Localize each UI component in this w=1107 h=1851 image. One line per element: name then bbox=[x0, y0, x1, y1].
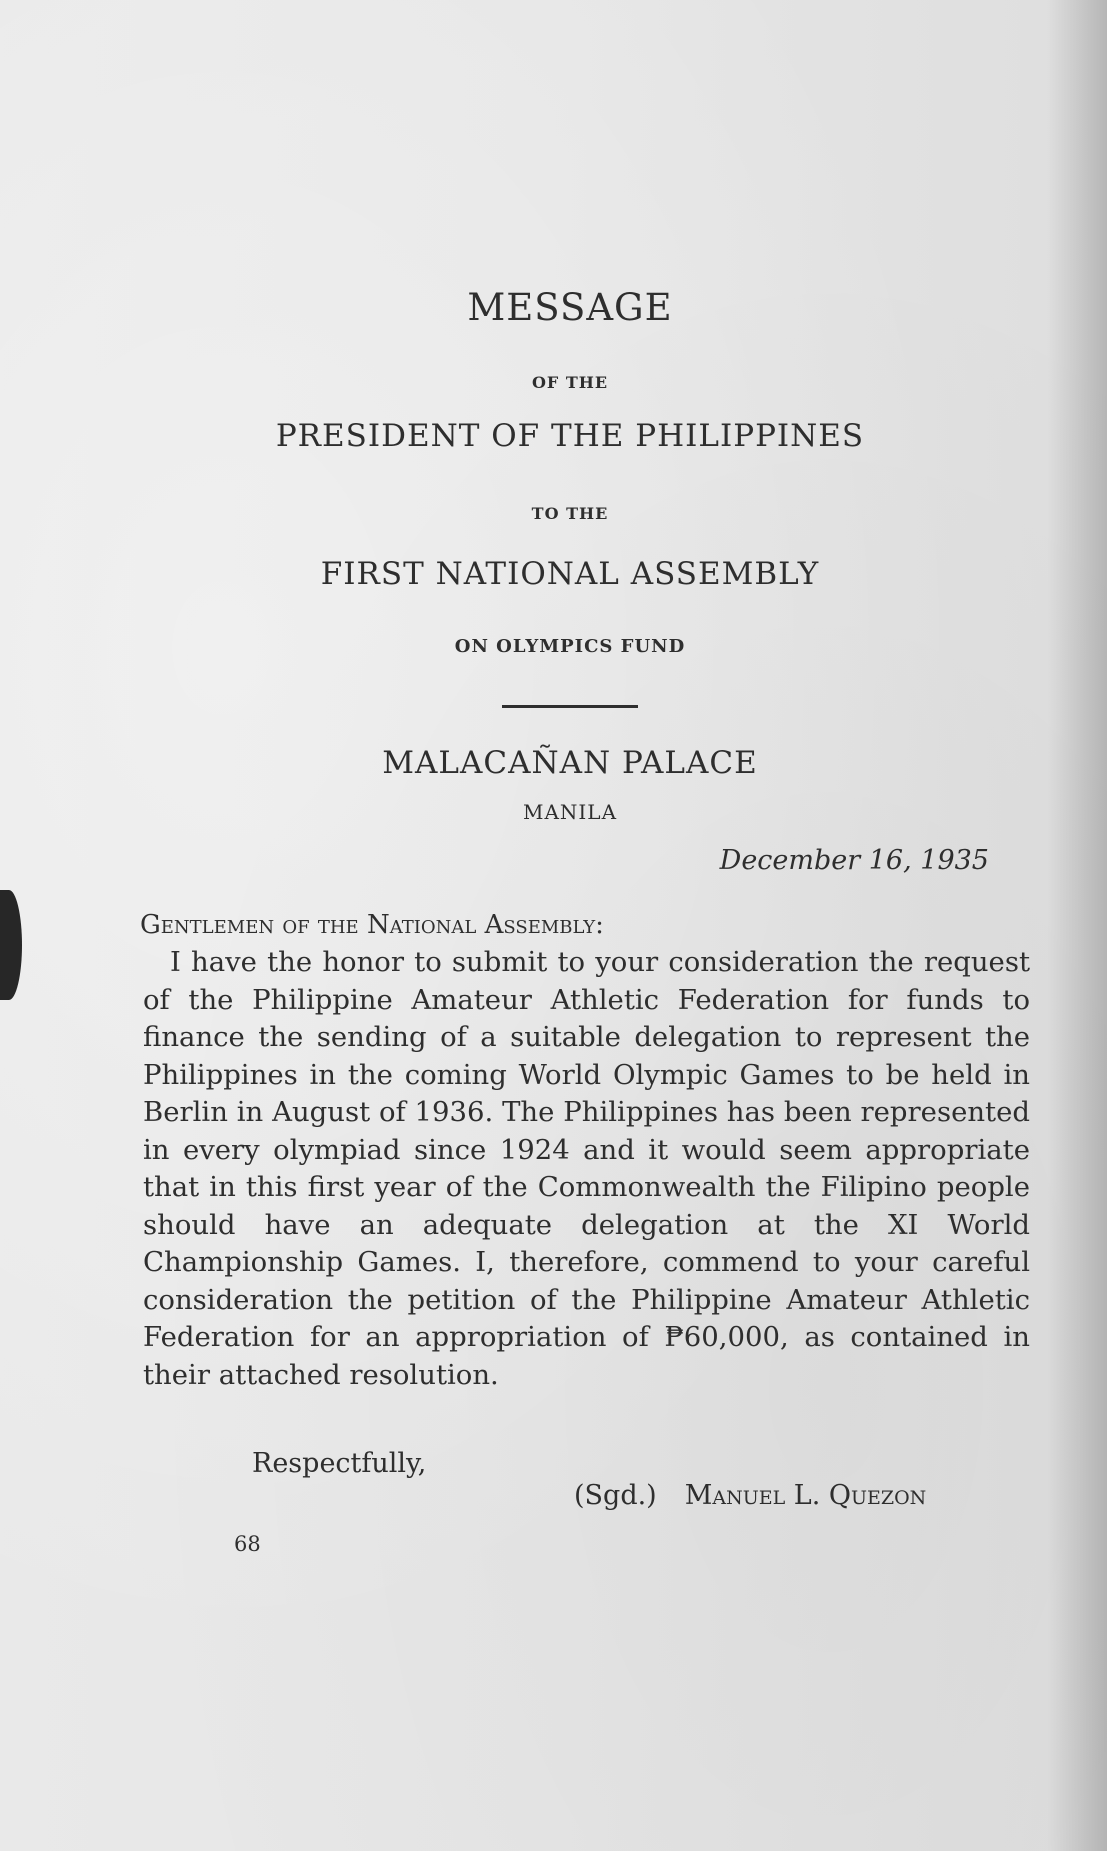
scan-artifact-blot bbox=[0, 890, 22, 1000]
message-body: I have the honor to submit to your consideration the request of the Philippine Amateur Athletic Federation for funds to finance the sending of a suitable delegation to represent the Philippines in the coming World Olympic Games to be held in Berlin in August of 1936. The Philippines has been represented in every olympiad since 1924 and it would seem appropriate that in this first year of the Commonwealth the Filipino people should have an adequate delegation at the XI World Championship Games. I, therefore, commend to your careful consideration the petition of the Philippine Amateur Athletic Federation for an appropriation of ₱60,000, as contained in their attached resolution. bbox=[143, 946, 1030, 1391]
signature-name: Manuel L. Quezon bbox=[684, 1480, 927, 1511]
salutation: Gentlemen of the National Assembly: bbox=[140, 910, 604, 940]
signature-prefix: (Sgd.) bbox=[574, 1480, 657, 1511]
heading-sender: PRESIDENT OF THE PHILIPPINES bbox=[275, 418, 865, 454]
page-edge-shadow bbox=[1047, 0, 1107, 1851]
location-city: MANILA bbox=[522, 800, 618, 824]
heading-subject: ON OLYMPICS FUND bbox=[454, 636, 686, 657]
closing: Respectfully, bbox=[252, 1448, 427, 1479]
location-place: MALACAÑAN PALACE bbox=[382, 745, 758, 781]
heading-connector-of-the: OF THE bbox=[531, 373, 609, 392]
divider-rule bbox=[502, 705, 638, 708]
heading-recipient: FIRST NATIONAL ASSEMBLY bbox=[320, 556, 820, 592]
signature-block bbox=[574, 1480, 926, 1511]
document-title: MESSAGE bbox=[467, 286, 673, 329]
heading-connector-to-the: TO THE bbox=[531, 504, 609, 523]
page-number: 68 bbox=[234, 1532, 261, 1556]
letter-date: December 16, 1935 bbox=[719, 845, 989, 876]
